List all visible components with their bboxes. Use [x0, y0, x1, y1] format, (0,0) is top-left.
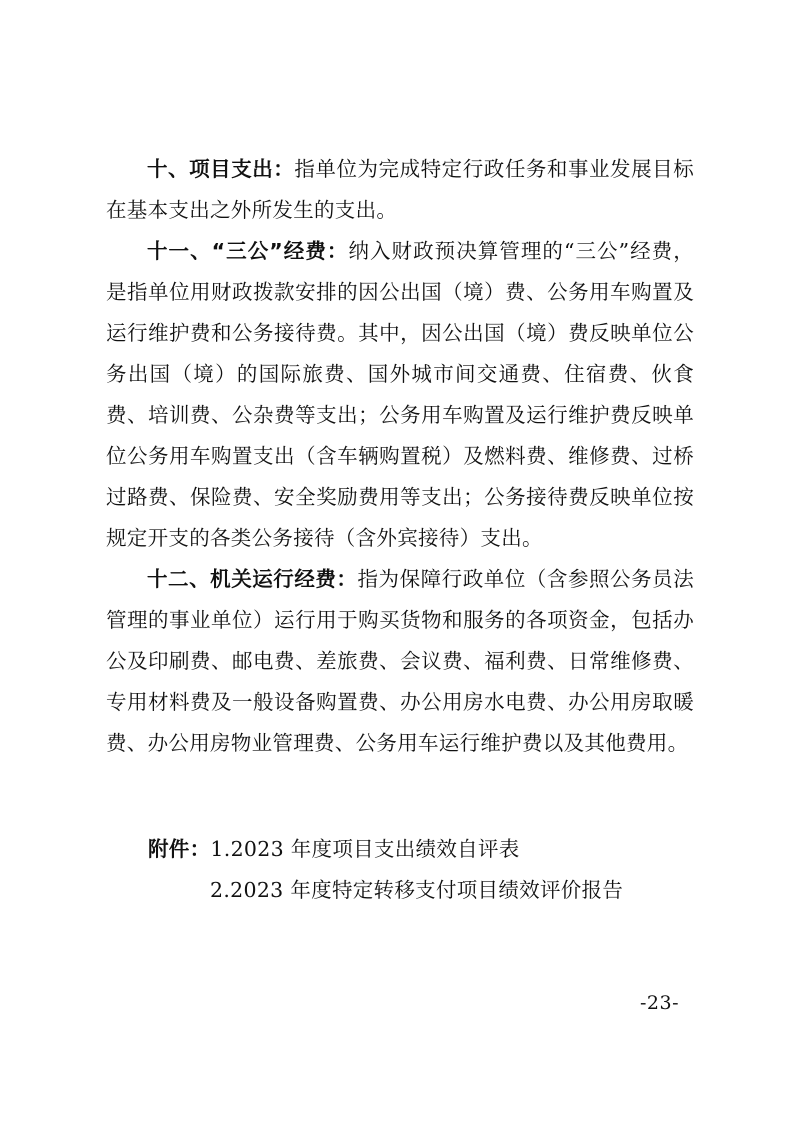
definition-text: 指为保障行政单位（含参照公务员法管理的事业单位）运行用于购买货物和服务的各项资金，包括办公及印刷费、邮电费、差旅费、会议费、福利费、日常维修费、专用材料费及一般设备购置费、办公用房水电费、办公用房取暖费、办公用房物业管理费、公务用车运行维护费以及其他费用。: [106, 567, 694, 755]
definition-term: 十二、机关运行经费：: [147, 567, 358, 591]
definition-term: 十、项目支出：: [147, 157, 295, 181]
definition-three-public-expenses: [106, 231, 694, 559]
definition-text: 指单位为完成特定行政任务和事业发展目标在基本支出之外所发生的支出。: [106, 157, 694, 222]
page-number: -23-: [640, 992, 680, 1014]
attachments-section: [148, 829, 708, 911]
attachment-title: 2.2023 年度特定转移支付项目绩效评价报告: [210, 878, 624, 902]
definition-project-expenditure: [106, 149, 694, 231]
definition-text: 纳入财政预决算管理的“三公”经费，是指单位用财政拨款安排的因公出国（境）费、公务用车购置及运行维护费和公务接待费。其中，因公出国（境）费反映单位公务出国（境）的国际旅费、国外城市间交通费、住宿费、伙食费、培训费、公杂费等支出；公务用车购置及运行维护费反映单位公务用车购置支出（含车辆购置税）及燃料费、维修费、过桥过路费、保险费、安全奖励费用等支出；公务接待费反映单位按规定开支的各类公务接待（含外宾接待）支出。: [106, 239, 695, 550]
definitions-section: [106, 149, 694, 764]
attachment-item: [148, 870, 708, 911]
attachment-title: 1.2023 年度项目支出绩效自评表: [210, 837, 520, 861]
definition-agency-operating-expenses: [106, 559, 694, 764]
definition-term: 十一、“三公”经费：: [147, 239, 349, 263]
attachments-label: 附件：: [148, 837, 211, 861]
attachment-item: [148, 829, 708, 870]
